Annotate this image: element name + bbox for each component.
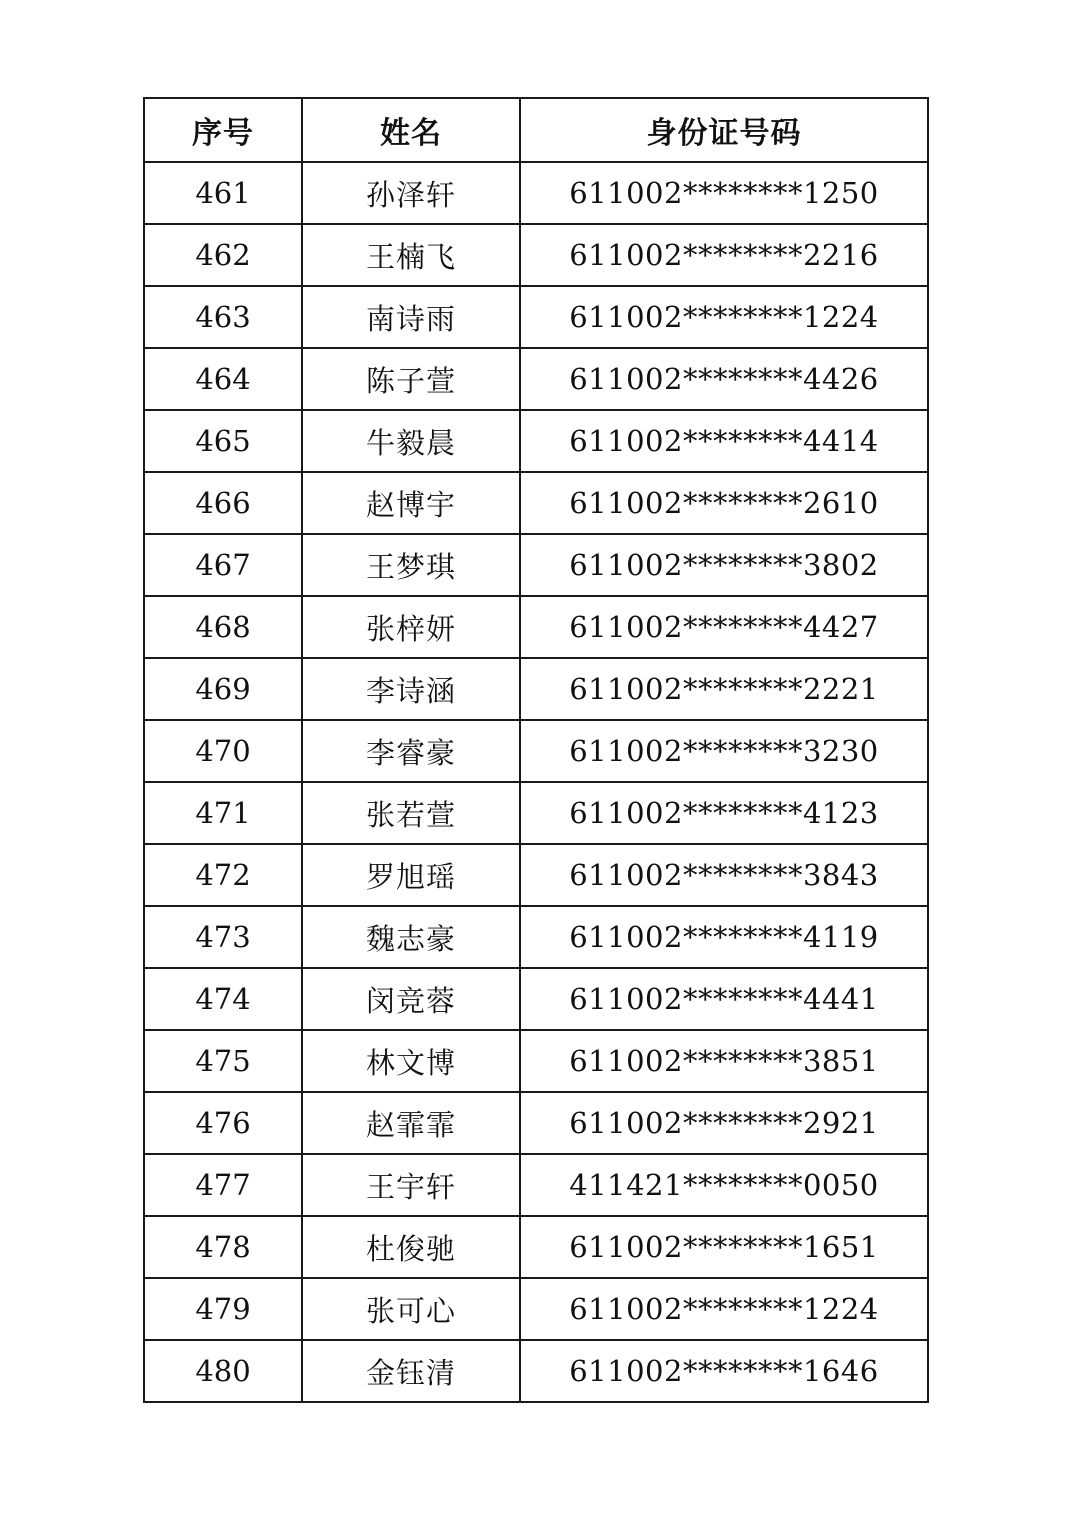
cell-index: 461 bbox=[144, 162, 302, 224]
cell-name: 魏志豪 bbox=[302, 906, 520, 968]
table-header-row bbox=[144, 98, 928, 162]
cell-index: 467 bbox=[144, 534, 302, 596]
cell-id-number: 611002********1224 bbox=[520, 286, 928, 348]
roster-table bbox=[143, 97, 929, 1403]
cell-index: 474 bbox=[144, 968, 302, 1030]
cell-id-number: 611002********3843 bbox=[520, 844, 928, 906]
table-row bbox=[144, 720, 928, 782]
cell-id-number: 611002********1250 bbox=[520, 162, 928, 224]
cell-name: 李诗涵 bbox=[302, 658, 520, 720]
cell-id-number: 611002********3802 bbox=[520, 534, 928, 596]
cell-name: 孙泽轩 bbox=[302, 162, 520, 224]
cell-id-number: 611002********4119 bbox=[520, 906, 928, 968]
header-index: 序号 bbox=[144, 98, 302, 162]
cell-id-number: 611002********3851 bbox=[520, 1030, 928, 1092]
table-row bbox=[144, 782, 928, 844]
cell-id-number: 611002********4441 bbox=[520, 968, 928, 1030]
table-row bbox=[144, 1030, 928, 1092]
cell-id-number: 611002********4427 bbox=[520, 596, 928, 658]
cell-index: 479 bbox=[144, 1278, 302, 1340]
table-row bbox=[144, 472, 928, 534]
cell-id-number: 611002********4123 bbox=[520, 782, 928, 844]
cell-index: 468 bbox=[144, 596, 302, 658]
table-row bbox=[144, 1340, 928, 1402]
cell-name: 王梦琪 bbox=[302, 534, 520, 596]
table-row bbox=[144, 410, 928, 472]
cell-index: 480 bbox=[144, 1340, 302, 1402]
cell-index: 469 bbox=[144, 658, 302, 720]
cell-name: 杜俊驰 bbox=[302, 1216, 520, 1278]
cell-id-number: 611002********4426 bbox=[520, 348, 928, 410]
cell-id-number: 611002********2921 bbox=[520, 1092, 928, 1154]
cell-index: 478 bbox=[144, 1216, 302, 1278]
cell-name: 闵竞蓉 bbox=[302, 968, 520, 1030]
cell-name: 南诗雨 bbox=[302, 286, 520, 348]
cell-name: 张梓妍 bbox=[302, 596, 520, 658]
table-row bbox=[144, 906, 928, 968]
cell-id-number: 611002********1646 bbox=[520, 1340, 928, 1402]
cell-name: 罗旭瑶 bbox=[302, 844, 520, 906]
cell-index: 476 bbox=[144, 1092, 302, 1154]
cell-id-number: 611002********1224 bbox=[520, 1278, 928, 1340]
cell-name: 金钰清 bbox=[302, 1340, 520, 1402]
table-row bbox=[144, 658, 928, 720]
header-id-number: 身份证号码 bbox=[520, 98, 928, 162]
cell-id-number: 611002********2221 bbox=[520, 658, 928, 720]
cell-name: 王宇轩 bbox=[302, 1154, 520, 1216]
cell-id-number: 611002********4414 bbox=[520, 410, 928, 472]
cell-id-number: 611002********2216 bbox=[520, 224, 928, 286]
cell-index: 465 bbox=[144, 410, 302, 472]
cell-name: 张可心 bbox=[302, 1278, 520, 1340]
cell-index: 466 bbox=[144, 472, 302, 534]
cell-name: 林文博 bbox=[302, 1030, 520, 1092]
cell-index: 464 bbox=[144, 348, 302, 410]
table-row bbox=[144, 286, 928, 348]
table-row bbox=[144, 534, 928, 596]
cell-index: 462 bbox=[144, 224, 302, 286]
document-page bbox=[143, 97, 927, 1403]
cell-index: 470 bbox=[144, 720, 302, 782]
table-row bbox=[144, 224, 928, 286]
table-row bbox=[144, 348, 928, 410]
table-body bbox=[144, 162, 928, 1402]
cell-name: 赵博宇 bbox=[302, 472, 520, 534]
cell-index: 475 bbox=[144, 1030, 302, 1092]
table-row bbox=[144, 1092, 928, 1154]
cell-index: 473 bbox=[144, 906, 302, 968]
table-row bbox=[144, 1278, 928, 1340]
header-name: 姓名 bbox=[302, 98, 520, 162]
cell-index: 471 bbox=[144, 782, 302, 844]
table-row bbox=[144, 1154, 928, 1216]
table-row bbox=[144, 844, 928, 906]
cell-id-number: 611002********2610 bbox=[520, 472, 928, 534]
cell-index: 463 bbox=[144, 286, 302, 348]
cell-name: 王楠飞 bbox=[302, 224, 520, 286]
table-row bbox=[144, 968, 928, 1030]
cell-id-number: 611002********3230 bbox=[520, 720, 928, 782]
cell-id-number: 611002********1651 bbox=[520, 1216, 928, 1278]
cell-name: 牛毅晨 bbox=[302, 410, 520, 472]
table-row bbox=[144, 1216, 928, 1278]
cell-index: 477 bbox=[144, 1154, 302, 1216]
cell-name: 陈子萱 bbox=[302, 348, 520, 410]
table-row bbox=[144, 162, 928, 224]
cell-name: 李睿豪 bbox=[302, 720, 520, 782]
cell-name: 张若萱 bbox=[302, 782, 520, 844]
cell-name: 赵霏霏 bbox=[302, 1092, 520, 1154]
table-row bbox=[144, 596, 928, 658]
cell-id-number: 411421********0050 bbox=[520, 1154, 928, 1216]
cell-index: 472 bbox=[144, 844, 302, 906]
